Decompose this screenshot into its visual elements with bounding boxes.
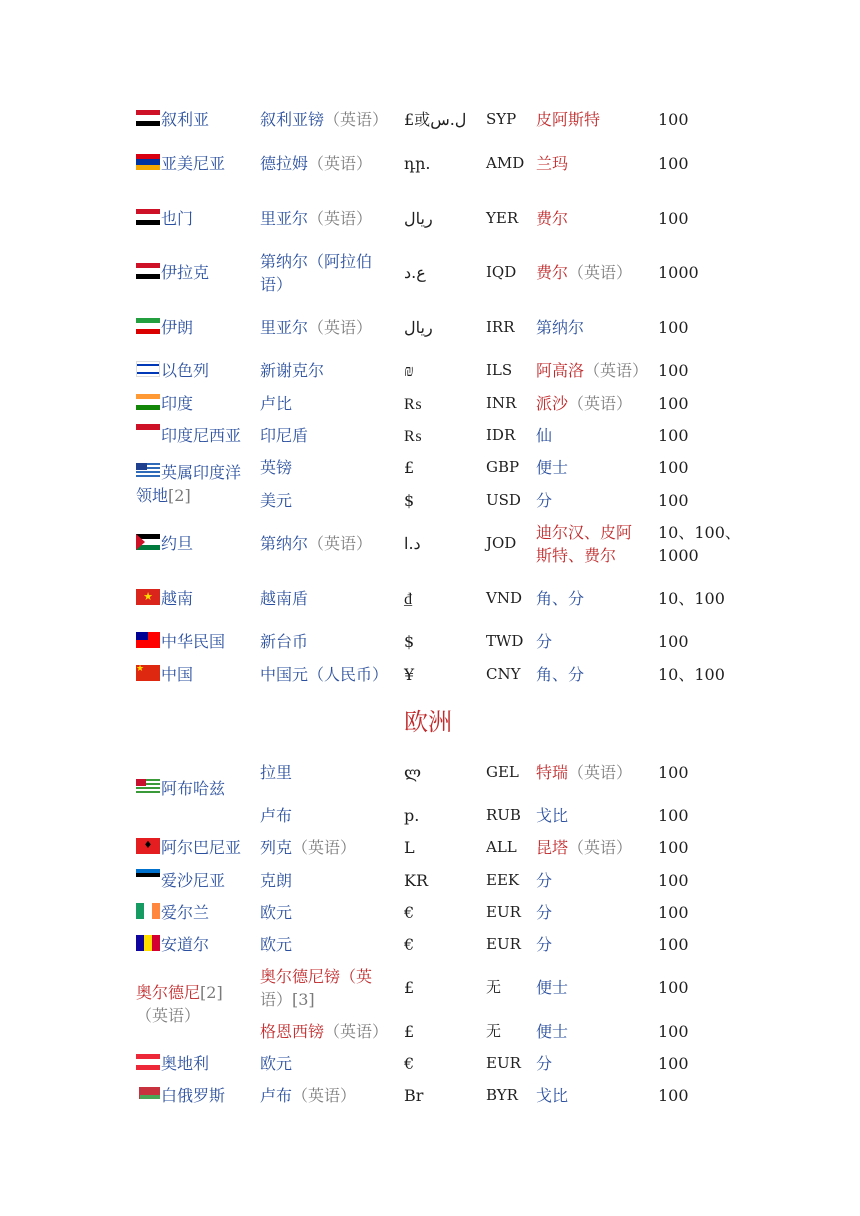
symbol-cell: ريال [404,318,433,337]
abkhazia-flag-icon [136,779,160,795]
ratio-cell: 100 [658,763,689,782]
code-cell: EUR [486,903,521,921]
symbol-cell: € [404,903,415,922]
currency-link[interactable]: 拉里 [260,763,293,782]
ratio-cell: 100 [658,935,689,954]
roc-flag-icon [136,632,160,648]
country-link[interactable]: 阿布哈兹 [161,779,226,798]
currency-name-line2: 语）[3] [260,990,315,1009]
code-cell: IRR [486,318,515,336]
biot-flag-icon [136,463,160,479]
code-cell: IQD [486,263,517,281]
currency-lang-note: （英语） [308,318,373,337]
code-cell: 无 [486,978,502,996]
footnote-ref[interactable]: [2] [200,983,223,1002]
ratio-cell: 10、100 [658,589,725,608]
symbol-cell: ₨ [404,426,422,445]
subunit-cell [536,392,632,415]
subunit-lang-note: （英语） [568,838,633,857]
country-link[interactable]: 叙利亚 [161,110,210,129]
ratio-cell: 100 [658,154,689,173]
subunit-lang-note: （英语） [568,263,633,282]
currency-name-cell [260,316,372,339]
ratio-cell: 1000 [658,263,699,282]
subunit-lang-note: （英语） [568,763,633,782]
country-cell [136,359,209,382]
country-link[interactable]: 奥尔德尼 [136,983,201,1002]
code-cell: IDR [486,426,516,444]
ratio-cell: 100 [658,209,689,228]
subunit-link[interactable]: 角、分 [536,665,585,684]
country-link[interactable]: 伊朗 [161,318,194,337]
symbol-cell: ₫ [404,589,413,608]
subunit-link[interactable]: 分 [536,935,553,954]
austria-flag-icon [136,1054,160,1070]
subunit-link[interactable]: 特瑞 [536,763,569,782]
country-link[interactable]: 中国 [161,665,194,684]
country-cell [136,777,225,800]
currency-link[interactable]: 克朗 [260,871,293,890]
country-cell [136,1084,225,1107]
ratio-cell: 100 [658,318,689,337]
yemen-flag-icon [136,209,160,225]
symbol-cell: Br [404,1086,424,1105]
symbol-cell: £ [404,458,415,477]
subunit-link[interactable]: 分 [536,632,553,651]
subunit-cell [536,836,632,859]
currency-link[interactable]: 中国元（人民币） [260,665,389,684]
subunit-link[interactable]: 第纳尔 [536,318,585,337]
currency-link[interactable]: 新台币 [260,632,309,651]
ratio-cell: 100 [658,426,689,445]
currency-lang-note: （英语） [308,209,373,228]
subunit-cell [536,761,632,784]
currency-name-cell [260,532,372,555]
code-cell: GEL [486,763,519,781]
currency-name-line1[interactable]: 第纳尔（阿拉伯 [260,252,373,271]
code-cell: TWD [486,632,524,650]
syria-flag-icon [136,110,160,126]
subunit-link[interactable]: 戈比 [536,1086,569,1105]
currency-link[interactable]: 欧元 [260,903,293,922]
ratio-cell: 100 [658,394,689,413]
country-link[interactable]: 中华民国 [161,632,226,651]
subunit-link[interactable]: 皮阿斯特 [536,110,601,129]
currency-lang-note: （英语） [308,154,373,173]
ireland-flag-icon [136,903,160,919]
country-link[interactable]: 爱沙尼亚 [161,871,226,890]
symbol-cell: د.ا [404,534,421,553]
country-cell [136,869,225,892]
currency-name-line1[interactable]: 奥尔德尼镑（英 [260,967,373,986]
currency-lang-note: （英语） [324,110,389,129]
country-link[interactable]: 爱尔兰 [161,903,210,922]
country-cell [136,207,193,230]
symbol-cell: ع.د [404,263,426,282]
subunit-link[interactable]: 分 [536,871,553,890]
israel-flag-icon [136,361,160,377]
symbol-cell: £ [404,1022,415,1041]
country-cell [136,316,193,339]
code-cell: SYP [486,110,517,128]
subunit-link[interactable]: 仙 [536,426,553,445]
currency-link[interactable]: 里亚尔 [260,318,309,337]
currency-link[interactable]: 里亚尔 [260,209,309,228]
country-link[interactable]: 印度 [161,394,194,413]
ratio-cell: 100 [658,806,689,825]
ratio-cell: 100 [658,1022,689,1041]
subunit-link[interactable]: 戈比 [536,806,569,825]
symbol-cell: $ [404,491,415,510]
ratio-cell: 10、100 [658,665,725,684]
country-cell [136,663,193,686]
code-cell: AMD [486,154,525,172]
subunit-link[interactable]: 阿高洛 [536,361,585,380]
subunit-link[interactable]: 分 [536,903,553,922]
currency-link[interactable]: 格恩西镑 [260,1022,325,1041]
ratio-cell: 100 [658,632,689,651]
code-cell: ILS [486,361,513,379]
symbol-cell: KR [404,871,428,890]
code-cell: JOD [486,534,517,552]
country-link[interactable]: 奥地利 [161,1054,210,1073]
symbol-cell: L [404,838,415,857]
belarus-flag-icon [136,1087,160,1099]
code-cell: EEK [486,871,520,889]
china-flag-icon: ★ [136,665,160,681]
currency-name-cell [260,1084,356,1107]
currency-name-cell [260,1020,388,1043]
code-cell: CNY [486,665,521,683]
albania-flag-icon: ♦ [136,838,160,854]
country-link[interactable]: 伊拉克 [161,263,210,282]
symbol-cell: € [404,935,415,954]
currency-link[interactable]: 卢布 [260,1086,293,1105]
country-cell [136,108,209,131]
country-link[interactable]: 以色列 [161,361,210,380]
code-cell: USD [486,491,521,509]
country-cell [136,630,225,653]
country-link[interactable]: 约旦 [161,534,194,553]
subunit-lang-note: （英语） [568,394,633,413]
symbol-cell: դր. [404,154,431,173]
currency-name-cell [260,152,372,175]
country-link[interactable]: 亚美尼亚 [161,154,226,173]
iraq-flag-icon [136,263,160,279]
subunit-lang-note: （英语） [584,361,649,380]
jordan-flag-icon [136,534,160,550]
ratio-cell: 10、100、 [658,523,741,542]
country-cell [136,532,193,555]
symbol-cell: ¥ [404,665,415,684]
ratio-cell: 1000 [658,546,699,565]
currency-link[interactable]: 新谢克尔 [260,361,325,380]
ratio-cell: 100 [658,110,689,129]
country-cell [136,424,241,447]
currency-lang-note: （英语） [292,838,357,857]
estonia-flag-icon [136,869,160,881]
subunit-link[interactable]: 费尔 [536,209,569,228]
symbol-cell: $ [404,632,415,651]
country-link[interactable]: 白俄罗斯 [161,1086,226,1105]
subunit-link[interactable]: 便士 [536,1022,569,1041]
ratio-cell: 100 [658,361,689,380]
country-link[interactable]: 越南 [161,589,194,608]
code-cell: INR [486,394,517,412]
subunit-link[interactable]: 兰玛 [536,154,569,173]
code-cell: GBP [486,458,520,476]
currency-link[interactable]: 印尼盾 [260,426,309,445]
country-cell [136,933,209,956]
currency-lang-note: （英语） [292,1086,357,1105]
symbol-cell: р. [404,806,420,825]
symbol-cell: ₪ [404,361,414,380]
ratio-cell: 100 [658,903,689,922]
country-cell [136,261,209,284]
currency-link[interactable]: 叙利亚镑 [260,110,325,129]
code-cell: RUB [486,806,521,824]
currency-name-line2[interactable]: 语） [260,275,293,294]
country-cell [136,836,241,859]
country-link[interactable]: 阿尔巴尼亚 [161,838,242,857]
code-cell: VND [486,589,522,607]
subunit-link[interactable]: 便士 [536,458,569,477]
country-lang-note: （英语） [136,1006,201,1025]
code-cell: EUR [486,1054,521,1072]
ratio-cell: 100 [658,1054,689,1073]
subunit-link[interactable]: 昆塔 [536,838,569,857]
code-cell: EUR [486,935,521,953]
subunit-link[interactable]: 角、分 [536,589,585,608]
vietnam-flag-icon: ★ [136,589,160,605]
currency-link[interactable]: 越南盾 [260,589,309,608]
symbol-cell: £ [404,978,415,997]
country-cell [136,152,225,175]
currency-link[interactable]: 英镑 [260,458,293,477]
symbol-cell: € [404,1054,415,1073]
currency-link[interactable]: 美元 [260,491,293,510]
subunit-link[interactable]: 便士 [536,978,569,997]
currency-link[interactable]: 卢比 [260,394,293,413]
country-cell [136,461,241,484]
currency-name-cell [260,836,356,859]
currency-name-cell [260,207,372,230]
country-link[interactable]: 印度尼西亚 [161,426,242,445]
subunit-link[interactable]: 斯特、费尔 [536,546,617,565]
code-cell: BYR [486,1086,518,1104]
subunit-cell [536,261,632,284]
symbol-cell: ლ [404,763,422,782]
subunit-link[interactable]: 派沙 [536,394,569,413]
footnote-ref[interactable]: [2] [168,486,191,505]
ratio-cell: 100 [658,978,689,997]
country-link[interactable]: 也门 [161,209,194,228]
country-cell [136,981,223,1004]
country-link[interactable]: 英属印度洋 [161,463,242,482]
country-link[interactable]: 领地 [136,486,169,505]
section-heading: 欧洲 [404,708,452,736]
country-cell-line2 [136,484,191,507]
subunit-cell [536,359,648,382]
country-cell [136,392,193,415]
subunit-link[interactable]: 迪尔汉、皮阿 [536,523,633,542]
symbol-cell: ₨ [404,394,422,413]
country-link[interactable]: 安道尔 [161,935,210,954]
currency-link[interactable]: 第纳尔 [260,534,309,553]
subunit-link[interactable]: 费尔 [536,263,569,282]
ratio-cell: 100 [658,458,689,477]
country-cell [136,901,209,924]
currency-link[interactable]: 德拉姆 [260,154,309,173]
country-cell [136,587,193,610]
ratio-cell: 100 [658,1086,689,1105]
code-cell: 无 [486,1022,502,1040]
currency-link[interactable]: 列克 [260,838,293,857]
currency-name-cell [260,108,388,131]
currency-link[interactable]: 欧元 [260,1054,293,1073]
currency-link[interactable]: 卢布 [260,806,293,825]
iran-flag-icon [136,318,160,334]
armenia-flag-icon [136,154,160,170]
ratio-cell: 100 [658,871,689,890]
currency-link[interactable]: 欧元 [260,935,293,954]
subunit-link[interactable]: 分 [536,491,553,510]
symbol-cell: ريال [404,209,433,228]
currency-lang-note: （英语） [308,534,373,553]
ratio-cell: 100 [658,838,689,857]
currency-lang-note: （英语） [324,1022,389,1041]
andorra-flag-icon [136,935,160,951]
code-cell: ALL [486,838,517,856]
code-cell: YER [486,209,519,227]
indonesia-flag-icon [136,424,160,435]
india-flag-icon [136,394,160,410]
subunit-link[interactable]: 分 [536,1054,553,1073]
symbol-cell: £或ل.س [404,110,467,129]
country-cell [136,1052,209,1075]
ratio-cell: 100 [658,491,689,510]
